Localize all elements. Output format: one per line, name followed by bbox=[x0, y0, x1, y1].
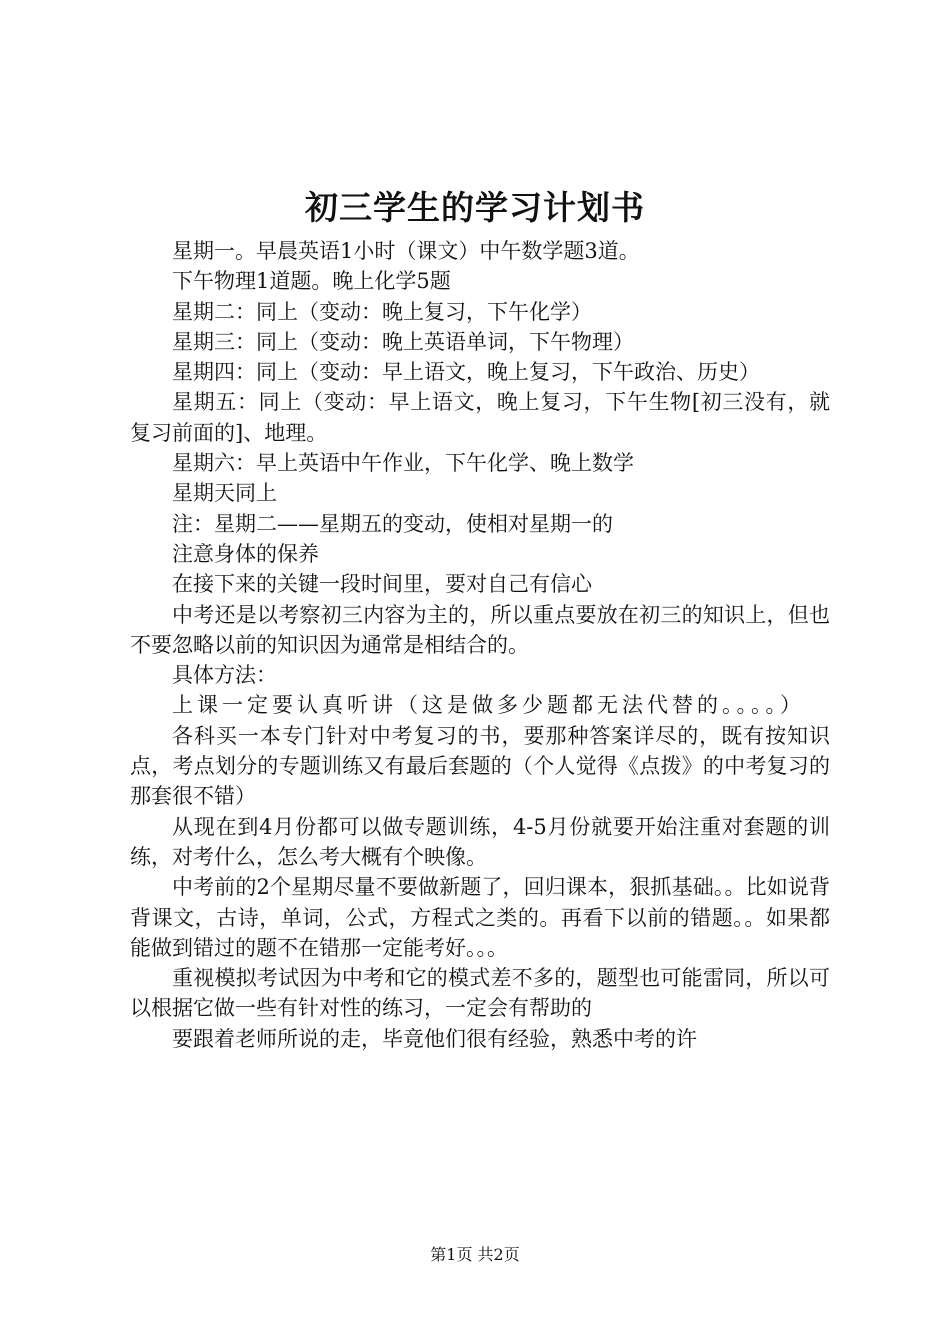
paragraph: 下午物理1道题。晚上化学5题 bbox=[172, 269, 451, 294]
paragraph: 星期三：同上（变动：晚上英语单词，下午物理） bbox=[172, 329, 634, 354]
paragraph: 注：星期二——星期五的变动，使相对星期一的 bbox=[172, 511, 613, 536]
page-number-footer: 第1页 共2页 bbox=[430, 1245, 520, 1264]
paragraph: 从现在到4月份都可以做专题训练，4-5月份就要开始注重对套题的训练，对考什么，怎么考大概有个映像。 bbox=[130, 814, 830, 869]
paragraph: 星期五：同上（变动：早上语文，晚上复习，下午生物[初三没有，就复习前面的]、地理。 bbox=[130, 390, 830, 445]
document-title: 初三学生的学习计划书 bbox=[305, 188, 645, 227]
paragraph: 星期二：同上（变动：晚上复习，下午化学） bbox=[172, 299, 592, 324]
document-body bbox=[130, 236, 830, 1054]
paragraph: 各科买一本专门针对中考复习的书，要那种答案详尽的，既有按知识点，考点划分的专题训练又有最后套题的（个人觉得《点拨》的中考复习的那套很不错） bbox=[130, 723, 830, 809]
paragraph: 重视模拟考试因为中考和它的模式差不多的，题型也可能雷同，所以可以根据它做一些有针对性的练习，一定会有帮助的 bbox=[130, 966, 830, 1021]
paragraph: 中考还是以考察初三内容为主的，所以重点要放在初三的知识上，但也不要忽略以前的知识因为通常是相结合的。 bbox=[130, 602, 830, 657]
paragraph: 星期四：同上（变动：早上语文，晚上复习，下午政治、历史） bbox=[172, 360, 760, 385]
paragraph: 在接下来的关键一段时间里，要对自己有信心 bbox=[172, 572, 592, 597]
paragraph: 注意身体的保养 bbox=[172, 541, 319, 566]
paragraph: 要跟着老师所说的走，毕竟他们很有经验，熟悉中考的许 bbox=[172, 1026, 697, 1051]
paragraph: 上课一定要认真听讲（这是做多少题都无法代替的。。。。） bbox=[172, 693, 805, 718]
paragraph: 中考前的2个星期尽量不要做新题了，回归课本，狠抓基础。。比如说背背课文，古诗，单词，公式，方程式之类的。再看下以前的错题。。如果都能做到错过的题不在错那一定能考好。。。 bbox=[130, 875, 830, 960]
paragraph: 具体方法： bbox=[172, 663, 277, 688]
paragraph: 星期天同上 bbox=[172, 481, 277, 506]
paragraph: 星期六：早上英语中午作业，下午化学、晚上数学 bbox=[172, 451, 634, 476]
paragraph: 星期一。早晨英语1小时（课文）中午数学题3道。 bbox=[172, 239, 640, 263]
